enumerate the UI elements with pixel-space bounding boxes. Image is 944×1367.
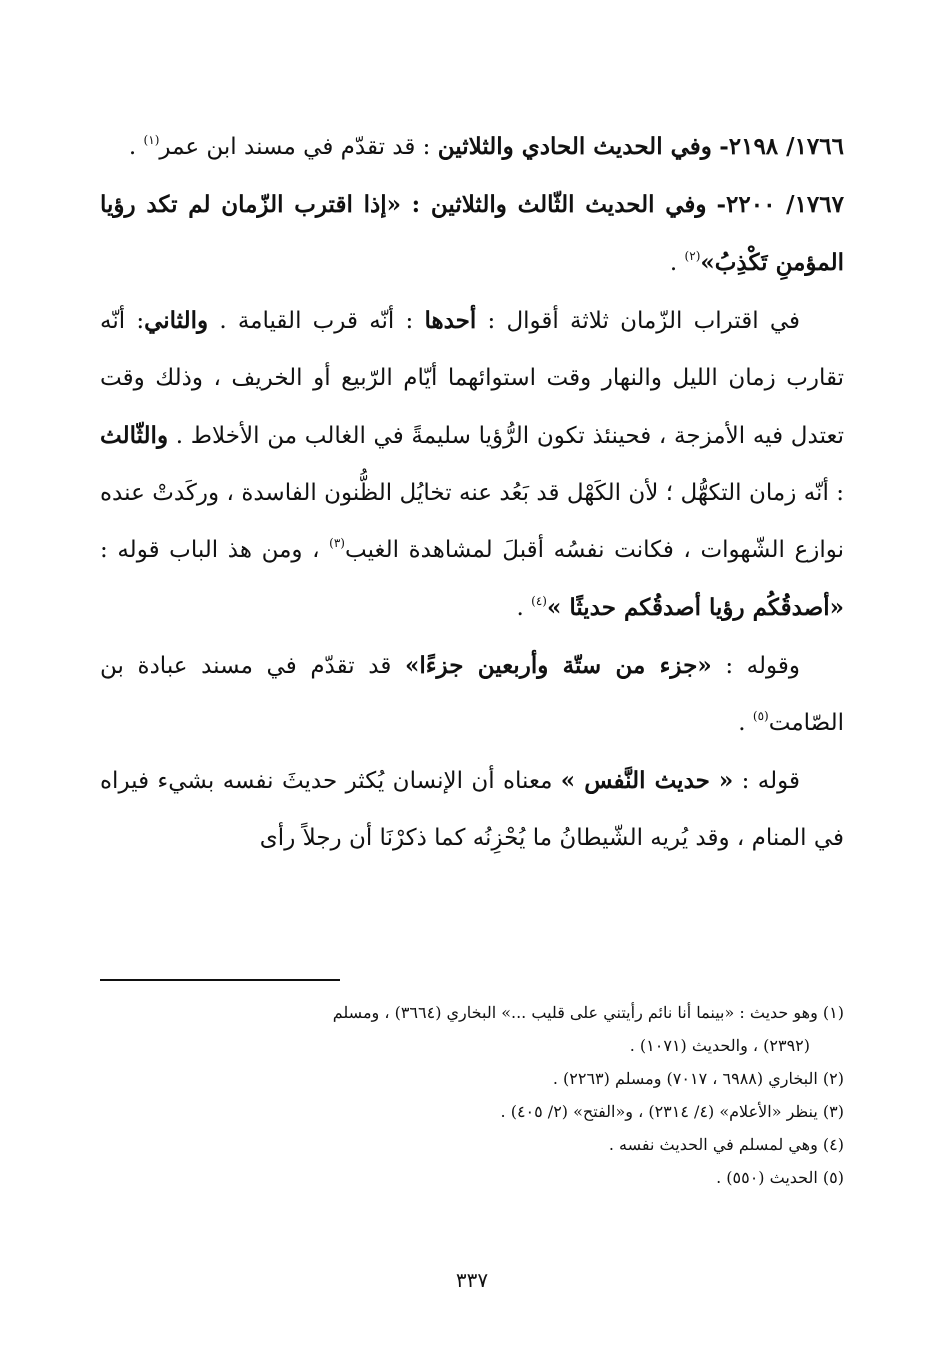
- footnote-2: (٢) البخاري (٦٩٨٨ ، ٧٠١٧) ومسلم (٢٢٦٣) .: [552, 1069, 844, 1088]
- third-label: والثّالث: [100, 422, 169, 449]
- second-text: : أنّه تقارب زمان الليل والنهار وقت استوائهما أيّام الرّبيع أو الخريف ، وذلك وقت تعتدل فيه الأمزجة ، فحينئذ تكون الرُّؤيا سليمةً في الغالب من الأخلاط .: [100, 308, 845, 449]
- footnote-4: (٤) وهي لمسلم في الحديث نفسه .: [608, 1135, 844, 1154]
- footnote-ref[interactable]: (٤): [531, 594, 547, 608]
- entry-1767: [100, 176, 844, 292]
- entry-number: ١٧٦٦/ ٢١٩٨-: [719, 133, 844, 160]
- entry-heading: وفي الحديث الحادي والثلاثين: [437, 133, 712, 160]
- para-text: قد تقدّم في مسند عبادة بن الصّامت: [100, 653, 844, 736]
- paragraph-hadith-nafs: [100, 752, 844, 867]
- first-text: : أنّه قرب القيامة .: [219, 308, 414, 334]
- bab-text: ، ومن هذ الباب قوله :: [100, 537, 320, 563]
- para-lead: قوله :: [741, 768, 800, 794]
- footnote-5: (٥) الحديث (٥٥٠) .: [716, 1168, 844, 1187]
- entry-text: : قد تقدّم في مسند ابن عمر: [159, 134, 431, 160]
- footnote-ref[interactable]: (٣): [329, 536, 345, 550]
- footnote-ref[interactable]: (٢): [684, 249, 701, 263]
- page-number: ٣٣٧: [455, 1268, 489, 1292]
- para-end: .: [738, 710, 746, 736]
- quote: « حديث النَّفس »: [560, 767, 734, 794]
- third-text: : أنّه زمان التكهُّل ؛ لأن الكَهْل قد بَعُد عنه تخايُل الظُّنون الفاسدة ، وركَدتْ عنده نوازع الشّهوات ، فكانت نفسُه أقبلَ لمشاهدة الغيب: [100, 480, 845, 563]
- entry-end: .: [669, 250, 678, 276]
- para-end: .: [516, 595, 524, 621]
- para-lead: وقوله :: [725, 653, 800, 679]
- para-text: معناه أن الإنسان يُكثر حديثَ نفسه بشيء فيراه في المنام ، وقد يُريه الشّيطانُ ما يُحْزِنُه كما ذكرْنَا أن رجلاً رأى: [100, 768, 844, 851]
- entry-end: .: [128, 134, 137, 160]
- main-text: [100, 118, 844, 867]
- quote: «أصدقُكُم رؤيا أصدقُكم حديثًا »: [546, 594, 844, 621]
- footnote-1: (١) وهو حديث : «بينما أنا نائم رأيتني على قليب ...» البخاري (٣٦٦٤) ، ومسلم: [332, 1003, 844, 1022]
- second-label: والثاني: [144, 307, 209, 334]
- entry-number: ١٧٦٧/ ٢٢٠٠-: [716, 191, 844, 218]
- entry-1766: [100, 118, 844, 176]
- footnote-3: (٣) ينظر «الأعلام» (٤/ ٢٣١٤) ، و«الفتح» (٢/ ٤٠٥) .: [500, 1102, 844, 1121]
- entry-heading: وفي الحديث الثّالث والثلاثين : «إذا اقترب الزّمان لم تكد رؤيا المؤمنِ تَكْذِبُ»: [100, 191, 844, 276]
- quote: «جزء من ستّة وأربعين جزءًا»: [404, 652, 712, 679]
- footnote-ref[interactable]: (٥): [752, 709, 769, 723]
- footnote-separator: [100, 979, 340, 981]
- footnote-ref[interactable]: (١): [143, 133, 160, 147]
- footnote-1-continuation: (٢٣٩٢) ، والحديث (١٠٧١) .: [629, 1036, 810, 1055]
- para-lead: في اقتراب الزّمان ثلاثة أقوال :: [487, 308, 801, 334]
- first-label: أحدها: [424, 307, 477, 334]
- footnotes: [100, 996, 844, 1194]
- paragraph-interpretations: [100, 292, 844, 637]
- paragraph-juz: [100, 637, 844, 752]
